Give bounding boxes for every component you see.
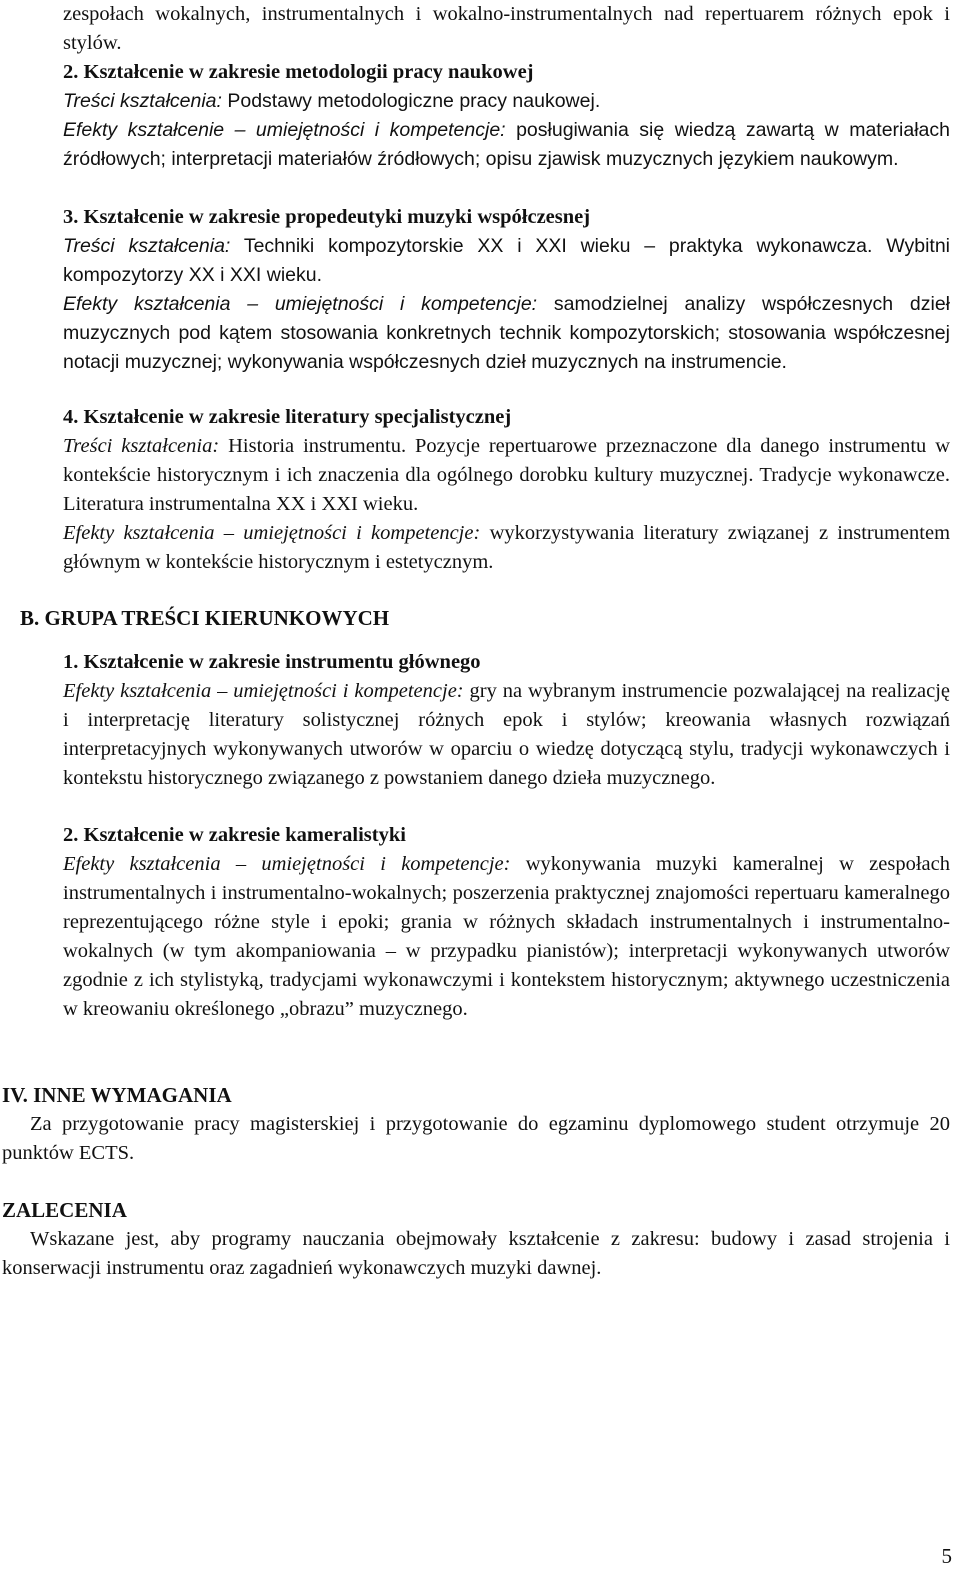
section-propedeutyka <box>63 203 950 377</box>
section-heading: 2. Kształcenie w zakresie kameralistyki <box>63 824 406 846</box>
tresci-text: Techniki kompozytorskie XX i XXI wieku – praktyka wykonawcza. Wybitni kompozytorzy XX i XXI wieku. <box>63 235 950 286</box>
section-heading: 3. Kształcenie w zakresie propedeutyki muzyki współczesnej <box>63 206 591 228</box>
section-heading: 2. Kształcenie w zakresie metodologii pracy naukowej <box>63 61 534 83</box>
page-number: 5 <box>941 1544 952 1568</box>
efekty-text: wykorzystywania literatury związanej z instrumentem głównym w kontekście historycznym i estetycznym. <box>63 522 951 573</box>
efekty-label: Efekty kształcenia – umiejętności i kompetencje: <box>63 293 538 315</box>
zalecenia-title: ZALECENIA <box>2 1198 127 1222</box>
efekty-paragraph <box>63 116 950 174</box>
section-instrument-glowny <box>63 648 950 793</box>
section-heading: 4. Kształcenie w zakresie literatury specjalistycznej <box>63 406 512 428</box>
efekty-text: gry na wybranym instrumencie pozwalającej na realizację i interpretację literatury solistycznej różnych epok i stylów; kreowania własnych rozwiązań interpretacyjnych wykonywanych utworów w oparciu o wiedzę dotyczącą stylu, tradycji wykonawczych i kontekstu historycznego związanego z powstaniem danego dzieła muzycznego. <box>63 680 951 789</box>
zalecenia-text: Wskazane jest, aby programy nauczania obejmowały kształcenie z zakresu: budowy i zasad strojenia i konserwacji instrumentu oraz zagadnień wykonawczych muzyki dawnej. <box>2 1228 950 1279</box>
efekty-text: samodzielnej analizy współczesnych dzieł muzycznych pod kątem stosowania konkretnych technik kompozytorskich; stosowania współczesnej notacji muzycznej; wykonywania współczesnych dzieł muzycznych na instrumencie. <box>63 293 951 373</box>
efekty-label: Efekty kształcenie – umiejętności i kompetencje: <box>63 119 506 141</box>
tresci-label: Treści kształcenia: <box>63 90 222 112</box>
efekty-label: Efekty kształcenia – umiejętności i kompetencje: <box>63 522 481 544</box>
inne-title: IV. INNE WYMAGANIA <box>2 1083 232 1107</box>
tresci-text: Podstawy metodologiczne pracy naukowej. <box>227 90 601 112</box>
section-inne-wymagania <box>2 1081 950 1168</box>
efekty-paragraph <box>63 677 950 793</box>
tresci-paragraph <box>63 87 950 116</box>
continuation-text: zespołach wokalnych, instrumentalnych i wokalno-instrumentalnych nad repertuarem różnych epok i stylów. <box>63 3 950 54</box>
tresci-label: Treści kształcenia: <box>63 435 220 457</box>
tresci-label: Treści kształcenia: <box>63 235 231 257</box>
section-heading: 1. Kształcenie w zakresie instrumentu głównego <box>63 651 481 673</box>
section-zalecenia <box>2 1196 950 1283</box>
efekty-label: Efekty kształcenia – umiejętności i kompetencje: <box>63 680 464 702</box>
section-metodologia <box>63 58 950 174</box>
tresci-paragraph <box>63 432 950 519</box>
efekty-label: Efekty kształcenia – umiejętności i kompetencje: <box>63 853 511 875</box>
efekty-text: wykonywania muzyki kameralnej w zespołach instrumentalnych i instrumentalno-wokalnych; poszerzenia praktycznej znajomości repertuaru kameralnego reprezentującego różne style i epoki; grania w różnych składach instrumentalnych i instrumentalno-wokalnych (w tym akompaniowania – w przypadku pianistów); interpretacji wykonywanych utworów zgodnie z ich stylistyką, tradycjami wykonawczymi i kontekstem historycznym; aktywnego uczestniczenia w kreowaniu określonego „obrazu” muzycznego. <box>63 853 950 1020</box>
section-literatura <box>63 403 950 577</box>
efekty-paragraph <box>63 850 950 1024</box>
tresci-paragraph <box>63 232 950 290</box>
continuation-paragraph <box>63 0 950 58</box>
tresci-text: Historia instrumentu. Pozycje repertuarowe przeznaczone dla danego instrumentu w kontekście historycznym i ich znaczenia dla ogólnego dorobku kultury muzycznej. Tradycje wykonawcze. Literatura instrumentalna XX i XXI wieku. <box>63 435 951 515</box>
efekty-text: posługiwania się wiedzą zawartą w materiałach źródłowych; interpretacji materiałów źródłowych; opisu zjawisk muzycznych językiem naukowym. <box>63 119 950 170</box>
efekty-paragraph <box>63 519 950 577</box>
group-b-heading-block <box>20 604 920 633</box>
inne-text: Za przygotowanie pracy magisterskiej i przygotowanie do egzaminu dyplomowego student otrzymuje 20 punktów ECTS. <box>2 1113 950 1164</box>
group-b-title: B. GRUPA TREŚCI KIERUNKOWYCH <box>20 606 390 630</box>
efekty-paragraph <box>63 290 950 377</box>
section-kameralistyka <box>63 821 950 1024</box>
